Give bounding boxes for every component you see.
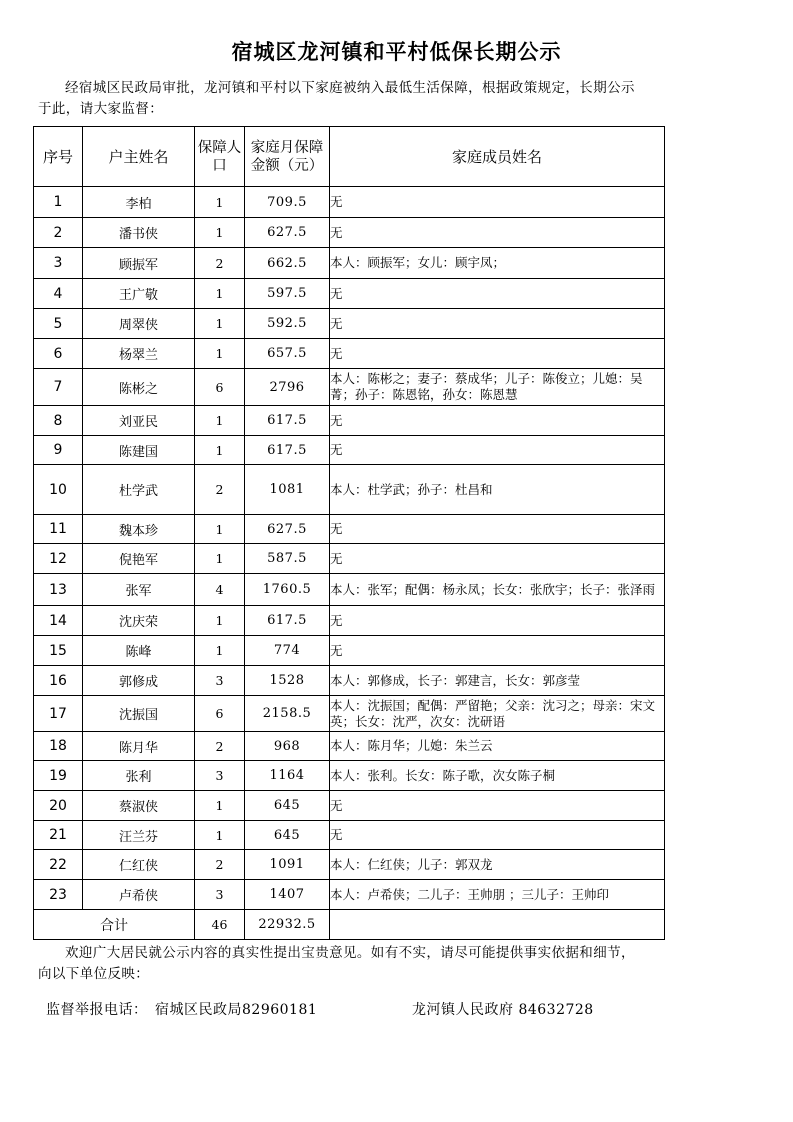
row-head-name: 陈月华	[83, 732, 195, 761]
row-seq: 23	[34, 880, 83, 910]
row-amount: 617.5	[245, 436, 330, 465]
row-seq: 15	[34, 636, 83, 666]
row-amount: 774	[245, 636, 330, 666]
row-members: 无	[330, 636, 665, 666]
table-row	[34, 636, 665, 666]
row-seq: 11	[34, 515, 83, 544]
row-amount: 1091	[245, 850, 330, 880]
row-count: 1	[195, 791, 245, 821]
phone-line-town-government: 龙河镇人民政府 84632728	[412, 1002, 594, 1018]
row-amount: 1407	[245, 880, 330, 910]
table-row	[34, 187, 665, 218]
row-head-name: 顾振军	[83, 248, 195, 279]
row-count: 1	[195, 279, 245, 309]
row-members: 本人：郭修成，长子：郭建言，长女：郭彦莹	[330, 666, 665, 696]
row-amount: 592.5	[245, 309, 330, 339]
row-members: 无	[330, 406, 665, 436]
row-seq: 17	[34, 696, 83, 732]
header-head-name: 户主姓名	[83, 127, 195, 187]
table-row	[34, 339, 665, 369]
row-head-name: 杨翠兰	[83, 339, 195, 369]
total-row	[34, 910, 665, 940]
row-seq: 2	[34, 218, 83, 248]
header-amount: 家庭月保障金额（元）	[245, 127, 330, 187]
row-members: 无	[330, 515, 665, 544]
table-row	[34, 821, 665, 850]
row-members: 本人：张军；配偶：杨永凤；长女：张欣宇；长子：张泽雨	[330, 574, 665, 606]
table-row	[34, 791, 665, 821]
phone-line-civil-affairs: 监督举报电话： 宿城区民政局82960181	[46, 1002, 318, 1018]
table-row	[34, 406, 665, 436]
row-seq: 16	[34, 666, 83, 696]
row-seq: 7	[34, 369, 83, 406]
row-count: 3	[195, 880, 245, 910]
header-seq: 序号	[34, 127, 83, 187]
row-amount: 2796	[245, 369, 330, 406]
table-row	[34, 436, 665, 465]
row-members: 无	[330, 187, 665, 218]
row-count: 1	[195, 218, 245, 248]
row-seq: 18	[34, 732, 83, 761]
table-row	[34, 309, 665, 339]
row-head-name: 沈振国	[83, 696, 195, 732]
row-members: 无	[330, 544, 665, 574]
row-seq: 3	[34, 248, 83, 279]
row-amount: 709.5	[245, 187, 330, 218]
row-amount: 2158.5	[245, 696, 330, 732]
row-count: 2	[195, 248, 245, 279]
row-seq: 1	[34, 187, 83, 218]
header-count: 保障人口	[195, 127, 245, 187]
row-count: 1	[195, 821, 245, 850]
row-count: 1	[195, 606, 245, 636]
row-count: 1	[195, 406, 245, 436]
row-amount: 1528	[245, 666, 330, 696]
row-members: 无	[330, 436, 665, 465]
row-count: 1	[195, 515, 245, 544]
row-count: 6	[195, 696, 245, 732]
row-count: 1	[195, 636, 245, 666]
table-row	[34, 574, 665, 606]
row-seq: 21	[34, 821, 83, 850]
row-head-name: 杜学武	[83, 465, 195, 515]
row-head-name: 郭修成	[83, 666, 195, 696]
row-head-name: 魏本珍	[83, 515, 195, 544]
row-amount: 617.5	[245, 606, 330, 636]
row-head-name: 沈庆荣	[83, 606, 195, 636]
row-amount: 645	[245, 821, 330, 850]
row-count: 1	[195, 339, 245, 369]
row-count: 4	[195, 574, 245, 606]
table-row	[34, 850, 665, 880]
row-seq: 8	[34, 406, 83, 436]
row-members: 无	[330, 791, 665, 821]
row-members: 本人：沈振国；配偶：严留艳；父亲：沈习之；母亲：宋文英；长女：沈严，次女：沈研语	[330, 696, 665, 732]
row-amount: 1164	[245, 761, 330, 791]
row-seq: 13	[34, 574, 83, 606]
row-seq: 14	[34, 606, 83, 636]
table-row	[34, 666, 665, 696]
table-row	[34, 761, 665, 791]
row-head-name: 仁红侠	[83, 850, 195, 880]
row-count: 2	[195, 732, 245, 761]
row-seq: 20	[34, 791, 83, 821]
row-head-name: 刘亚民	[83, 406, 195, 436]
row-members: 本人：陈月华；儿媳：朱兰云	[330, 732, 665, 761]
row-head-name: 王广敬	[83, 279, 195, 309]
row-amount: 645	[245, 791, 330, 821]
row-amount: 968	[245, 732, 330, 761]
row-seq: 10	[34, 465, 83, 515]
row-seq: 9	[34, 436, 83, 465]
page-title: 宿城区龙河镇和平村低保长期公示	[231, 39, 562, 64]
row-members: 本人：陈彬之；妻子：蔡成华；儿子：陈俊立；儿媳：吴菁；孙子：陈恩铭，孙女：陈恩慧	[330, 369, 665, 406]
table-row	[34, 279, 665, 309]
row-seq: 12	[34, 544, 83, 574]
table-row	[34, 248, 665, 279]
row-amount: 1081	[245, 465, 330, 515]
row-seq: 6	[34, 339, 83, 369]
row-head-name: 陈峰	[83, 636, 195, 666]
row-count: 6	[195, 369, 245, 406]
row-head-name: 潘书侠	[83, 218, 195, 248]
row-head-name: 李柏	[83, 187, 195, 218]
row-amount: 587.5	[245, 544, 330, 574]
row-seq: 5	[34, 309, 83, 339]
row-head-name: 张军	[83, 574, 195, 606]
row-amount: 617.5	[245, 406, 330, 436]
table-row	[34, 369, 665, 406]
row-count: 3	[195, 666, 245, 696]
table-row	[34, 544, 665, 574]
row-head-name: 陈彬之	[83, 369, 195, 406]
row-amount: 1760.5	[245, 574, 330, 606]
row-members: 本人：杜学武；孙子：杜昌和	[330, 465, 665, 515]
row-count: 1	[195, 544, 245, 574]
row-count: 1	[195, 309, 245, 339]
table-row	[34, 465, 665, 515]
table-row	[34, 515, 665, 544]
row-amount: 657.5	[245, 339, 330, 369]
intro-paragraph: 经宿城区民政局审批，龙河镇和平村以下家庭被纳入最低生活保障，根据政策规定，长期公示于此，请大家监督：	[38, 80, 635, 117]
row-count: 2	[195, 850, 245, 880]
row-head-name: 陈建国	[83, 436, 195, 465]
row-members: 无	[330, 339, 665, 369]
row-amount: 597.5	[245, 279, 330, 309]
total-count: 46	[195, 910, 245, 940]
row-seq: 22	[34, 850, 83, 880]
row-members: 本人：卢希侠；二儿子：王帅朋 ；三儿子：王帅印	[330, 880, 665, 910]
row-members: 无	[330, 309, 665, 339]
row-count: 3	[195, 761, 245, 791]
row-head-name: 汪兰芬	[83, 821, 195, 850]
row-amount: 627.5	[245, 515, 330, 544]
row-count: 2	[195, 465, 245, 515]
row-amount: 627.5	[245, 218, 330, 248]
row-head-name: 蔡淑侠	[83, 791, 195, 821]
row-seq: 19	[34, 761, 83, 791]
row-members: 无	[330, 218, 665, 248]
table-row	[34, 880, 665, 910]
row-count: 1	[195, 187, 245, 218]
row-members: 无	[330, 821, 665, 850]
row-head-name: 周翠侠	[83, 309, 195, 339]
table-row	[34, 696, 665, 732]
subsistence-table	[33, 126, 665, 940]
row-seq: 4	[34, 279, 83, 309]
table-header-row	[34, 127, 665, 187]
footer-note: 欢迎广大居民就公示内容的真实性提出宝贵意见。如有不实，请尽可能提供事实依据和细节，向以下单位反映：	[38, 945, 635, 982]
row-head-name: 倪艳军	[83, 544, 195, 574]
row-members: 本人：仁红侠；儿子：郭双龙	[330, 850, 665, 880]
row-members: 无	[330, 606, 665, 636]
row-head-name: 卢希侠	[83, 880, 195, 910]
row-amount: 662.5	[245, 248, 330, 279]
table-row	[34, 606, 665, 636]
row-members: 本人：顾振军；女儿：顾宇凤；	[330, 248, 665, 279]
header-members: 家庭成员姓名	[330, 127, 665, 187]
table-row	[34, 732, 665, 761]
row-members: 无	[330, 279, 665, 309]
row-count: 1	[195, 436, 245, 465]
table-row	[34, 218, 665, 248]
total-amount: 22932.5	[245, 910, 330, 940]
total-label: 合计	[34, 910, 195, 940]
row-head-name: 张利	[83, 761, 195, 791]
total-members	[330, 910, 665, 940]
row-members: 本人：张利。长女：陈子歌，次女陈子桐	[330, 761, 665, 791]
